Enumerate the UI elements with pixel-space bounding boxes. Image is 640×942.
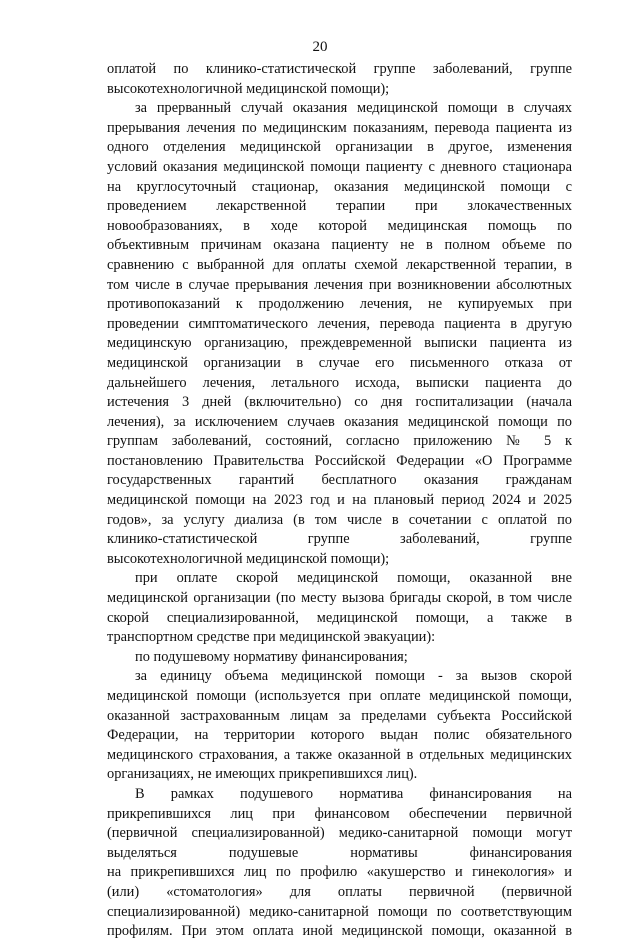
text-line: группам заболеваний, состояний, согласно приложению № 5 к <box>107 433 572 450</box>
text-line: медицинскую организацию, преждевременной выписки пациента из <box>107 335 572 352</box>
text-line: медицинской организации в случае его письменного отказа от <box>107 354 572 371</box>
text-line: том числе в случае прерывания лечения при возникновении абсолютных <box>107 276 572 293</box>
text-line: объективным причинам оказана пациенту не в полном объеме по <box>107 237 572 254</box>
text-line: медицинского страхования, а также оказанной в отдельных медицинских <box>107 746 572 763</box>
text-line: новообразованиях, в ходе которой медицинская помощь по <box>107 217 572 234</box>
text-line: высокотехнологичной медицинской помощи); <box>107 80 390 97</box>
paragraph <box>107 667 572 785</box>
document-body <box>107 60 572 942</box>
text-line: при оплате скорой медицинской помощи, оказанной вне <box>135 570 572 587</box>
text-line: на прикрепившихся лиц по профилю «акушерство и гинекология» и <box>107 864 572 881</box>
text-line: клинико-статистической группе заболеваний, группе <box>107 531 572 548</box>
paragraph <box>107 60 572 99</box>
text-line: Федерации, на территории которого выдан полис обязательного <box>107 727 572 744</box>
text-line: истечения 3 дней (включительно) со дня госпитализации (начала <box>107 394 572 411</box>
text-line: противопоказаний к продолжению лечения, не купируемых при <box>107 296 572 313</box>
text-line: высокотехнологичной медицинской помощи); <box>107 550 390 567</box>
text-line: медицинской помощи (используется при оплате медицинской помощи, <box>107 688 572 704</box>
text-line: скорой специализированной, медицинской помощи, а также в <box>107 609 572 626</box>
text-line: выделяться подушевые нормативы финансирования <box>107 844 572 861</box>
text-line: по подушевому нормативу финансирования; <box>135 648 408 665</box>
paragraph <box>107 569 572 647</box>
text-line: прикрепившихся лиц при финансовом обеспечении первичной <box>107 805 572 822</box>
text-line: дальнейшего лечения, летального исхода, выписки пациента до <box>107 374 572 391</box>
text-line: медицинской организации (по месту вызова бригады скорой, в том числе <box>107 590 572 607</box>
text-line: на круглосуточный стационар, оказания медицинской помощи с <box>107 178 572 195</box>
text-line: транспортном средстве при медицинской эвакуации): <box>107 629 436 646</box>
text-line: организациях, не имеющих прикрепившихся лиц). <box>107 766 418 783</box>
text-line: одного отделения медицинской организации в другое, изменения <box>107 139 572 156</box>
text-line: проведении симптоматического лечения, перевода пациента в другую <box>107 315 572 332</box>
text-line: проведением лекарственной терапии при злокачественных <box>107 198 572 215</box>
text-line: государственных гарантий бесплатного оказания гражданам <box>107 472 572 489</box>
text-line: за прерванный случай оказания медицинской помощи в случаях <box>135 100 572 117</box>
text-line: (первичной специализированной) медико-санитарной помощи могут <box>107 825 572 842</box>
text-line: профилям. При этом оплата иной медицинской помощи, оказанной в <box>107 923 572 940</box>
text-line: прерывания лечения по медицинским показаниям, перевода пациента из <box>107 119 572 136</box>
text-line: сравнению с выбранной для оплаты схемой лекарственной терапии, в <box>107 256 572 273</box>
page-number: 20 <box>312 39 328 55</box>
text-line: (или) «стоматология» для оплаты первичной (первичной <box>107 883 572 900</box>
text-line: оплатой по клинико-статистической группе заболеваний, группе <box>107 61 572 77</box>
paragraph <box>107 785 572 942</box>
text-line: годов», за услугу диализа (в том числе в сочетании с оплатой по <box>107 511 572 528</box>
text-line: постановлению Правительства Российской Федерации «О Программе <box>107 452 572 469</box>
text-line: оказанной застрахованным лицам за пределами субъекта Российской <box>107 707 572 724</box>
text-line: В рамках подушевого норматива финансирования на <box>135 785 572 802</box>
text-line: условий оказания медицинской помощи пациенту с дневного стационара <box>107 158 572 175</box>
text-line: за единицу объема медицинской помощи - за вызов скорой <box>135 668 572 685</box>
paragraph <box>107 648 572 668</box>
text-line: медицинской помощи на 2023 год и на плановый период 2024 и 2025 <box>107 492 572 509</box>
text-line: лечения), за исключением случаев оказания медицинской помощи по <box>107 413 572 430</box>
text-line: специализированной) медико-санитарной помощи по соответствующим <box>107 903 572 920</box>
paragraph <box>107 99 572 569</box>
